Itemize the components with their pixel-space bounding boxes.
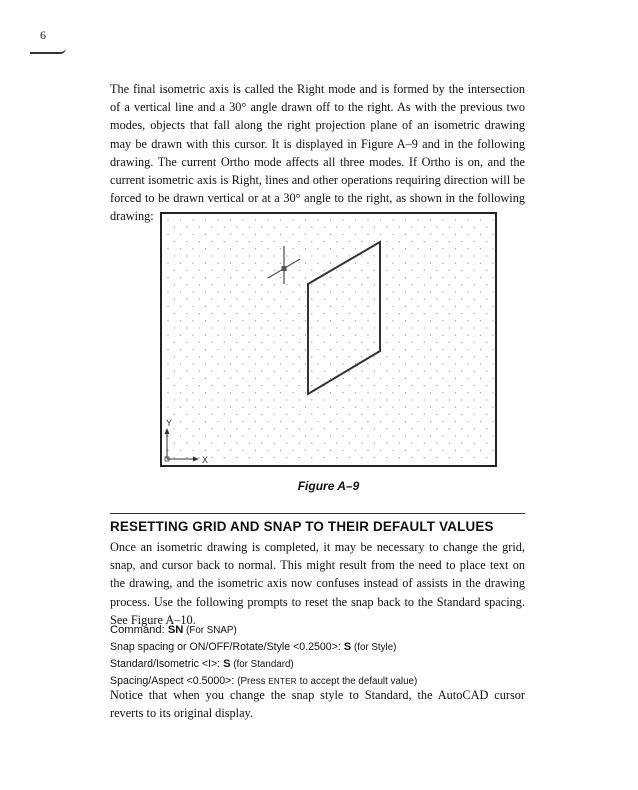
intro-paragraph: The final isometric axis is called the Right mode and is formed by the intersection of a vertical line and a 30° angle drawn off to the right. As with the previous two modes, objects that fall along the right projection plane of an isometric drawing may be drawn with this cursor. It is displayed in Figure A–9 and in the following drawing. The current Ortho mode affects all three modes. If Ortho is on, and the current isometric axis is Right, lines and other operations requiring direction will be forced to be drawn vertical or at a 30° angle to the right, as shown in the following drawing: bbox=[110, 82, 525, 224]
figure-a9-drawing bbox=[160, 212, 497, 467]
prompt-line bbox=[110, 656, 530, 673]
section-divider bbox=[110, 513, 525, 514]
section-heading: RESETTING GRID AND SNAP TO THEIR DEFAULT VALUES bbox=[110, 519, 494, 534]
prompt-text: Command: bbox=[110, 624, 168, 636]
section-paragraph: Once an isometric drawing is completed, it may be necessary to change the grid, snap, and cursor back to normal. This might result from the need to place text on the drawing, and the isometric axis now confuses instead of assists in the drawing process. Use the following prompts to reset the snap back to the Standard spacing. See Figure A–10. bbox=[110, 540, 525, 627]
isometric-right-cursor bbox=[268, 246, 300, 284]
figure-a9-canvas bbox=[162, 214, 495, 465]
prompt-entry: SN bbox=[167, 624, 184, 636]
prompt-text: Snap spacing or ON/OFF/Rotate/Style <0.2500>: bbox=[110, 641, 344, 653]
prompt-note: (for Style) bbox=[351, 642, 397, 653]
prompt-text: Standard/Isometric <I>: bbox=[110, 658, 224, 670]
prompt-text: Spacing/Aspect <0.5000>: bbox=[110, 675, 238, 687]
closing-paragraph: Notice that when you change the snap style to Standard, the AutoCAD cursor reverts to its original display. bbox=[110, 688, 525, 721]
prompt-line bbox=[110, 622, 530, 639]
page-corner-rule bbox=[30, 48, 66, 54]
prompt-note: (for Standard) bbox=[230, 659, 294, 670]
isometric-grid-dots bbox=[167, 219, 493, 458]
enter-key-label: ENTER bbox=[268, 677, 297, 686]
ucs-x-label: X bbox=[202, 455, 209, 465]
figure-caption: Figure A–9 bbox=[297, 479, 360, 493]
prompt-note: (For SNAP) bbox=[183, 625, 237, 636]
page-number: 6 bbox=[40, 28, 46, 42]
prompt-note: (Press bbox=[237, 676, 269, 687]
command-prompts bbox=[110, 622, 530, 690]
ucs-y-label: Y bbox=[166, 418, 173, 428]
prompt-entry: S bbox=[223, 658, 231, 670]
prompt-line bbox=[110, 639, 530, 656]
prompt-note-after: to accept the default value) bbox=[296, 676, 418, 687]
prompt-entry: S bbox=[343, 641, 352, 653]
isometric-right-plane-shape bbox=[308, 242, 380, 394]
